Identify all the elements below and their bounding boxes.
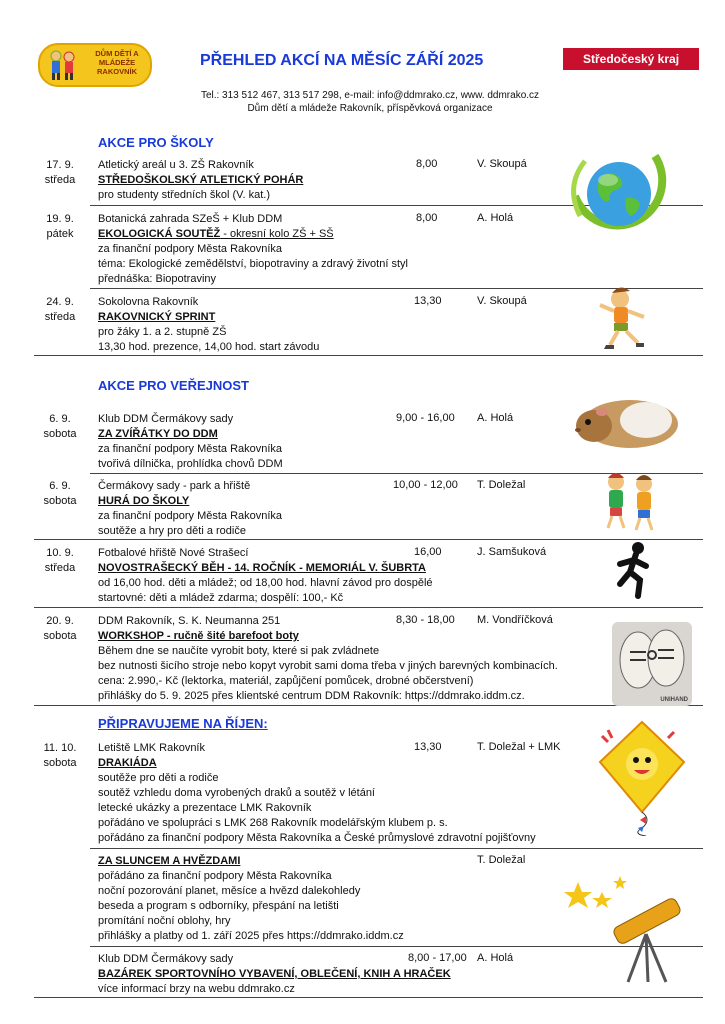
kite-icon bbox=[592, 716, 692, 836]
event-date: 20. 9. sobota bbox=[43, 615, 77, 642]
event-place: Fotbalové hřiště Nové Strašecí bbox=[98, 547, 249, 559]
event-time: 10,00 - 12,00 bbox=[393, 479, 458, 491]
telescope-icon bbox=[562, 862, 692, 990]
event-place: Klub DDM Čermákovy sady bbox=[98, 953, 234, 965]
event-organizer: A. Holá bbox=[477, 412, 514, 424]
runner-silhouette-icon bbox=[604, 540, 658, 604]
contact-line-2: Dům dětí a mládeže Rakovník, příspěvková organizace bbox=[247, 103, 493, 114]
event-time: 8,30 - 18,00 bbox=[396, 614, 455, 626]
event-date: 11. 10. sobota bbox=[43, 742, 77, 769]
event-organizer: J. Samšuková bbox=[477, 546, 547, 558]
event-organizer: A. Holá bbox=[477, 952, 514, 964]
event-organizer: T. Doležal bbox=[477, 479, 526, 491]
event-organizer: V. Skoupá bbox=[477, 295, 527, 307]
section-heading-public: AKCE PRO VEŘEJNOST bbox=[98, 378, 249, 393]
event-name: STŘEDOŠKOLSKÝ ATLETICKÝ POHÁR bbox=[98, 174, 304, 186]
event-name: ZA ZVÍŘÁTKY DO DDM bbox=[98, 428, 218, 440]
page-title: PŘEHLED AKCÍ NA MĚSÍC ZÁŘÍ 2025 bbox=[200, 52, 484, 69]
event-place: Atletický areál u 3. ZŠ Rakovník bbox=[98, 159, 254, 171]
event-organizer: T. Doležal + LMK bbox=[477, 741, 561, 753]
ddm-logo bbox=[38, 43, 152, 87]
contact-line-1: Tel.: 313 512 467, 313 517 298, e-mail: info@ddmrako.cz, www. ddmrako.cz bbox=[200, 90, 540, 101]
event-place: Klub DDM Čermákovy sady bbox=[98, 413, 234, 425]
event-time: 13,30 bbox=[414, 295, 442, 307]
event-name: HURÁ DO ŠKOLY bbox=[98, 495, 190, 507]
section-heading-schools: AKCE PRO ŠKOLY bbox=[98, 135, 214, 150]
event-details: ZA SLUNCEM A HVĚZDAMI pořádáno za finanční podpory Města Rakovníka noční pozorování planet, měsíce a hvězd dalekohledy beseda a program s odborníky, přespání na letišti promítání noční oblohy, hry přihlášky a platby od 1. září 2025 přes https://ddmrako.iddm.cz bbox=[98, 855, 404, 942]
event-details: DDM Rakovník, S. K. Neumanna 251 WORKSHOP - ručně šité barefoot boty Během dne se naučíte vyrobit boty, které si pak zvládnete bez nutnosti šicího stroje nebo kopyt vyrobit sami doma třeba v jiných barevných kombinacích. cena: 2.990,- Kč (lektorka, materiál, zapůjčení pomůcek, drobné občerstvení) přihlášky do 5. 9. 2025 přes klientské centrum DDM Rakovník: https://ddmrako.iddm.cz. bbox=[98, 615, 558, 702]
divider bbox=[34, 607, 703, 608]
event-place: Letiště LMK Rakovník bbox=[98, 742, 205, 754]
region-logo: Středočeský kraj bbox=[563, 48, 699, 70]
event-date: 6. 9. sobota bbox=[43, 413, 77, 440]
event-details: Sokolovna Rakovník RAKOVNICKÝ SPRINT pro žáky 1. a 2. stupně ZŠ 13,30 hod. prezence, 14,00 hod. start závodu bbox=[98, 296, 320, 353]
event-details: Letiště LMK Rakovník DRAKIÁDA soutěže pro děti a rodiče soutěž vzhledu doma vyrobených draků a soutěž v létání letecké ukázky a prezentace LMK Rakovník pořádáno ve spolupráci s LMK 268 Rakovník modelářským klubem p. s. pořádáno za finanční podpory Města Rakovníka a České průmyslové zdravotní pojišťovny bbox=[98, 742, 536, 844]
event-name: BAZÁREK SPORTOVNÍHO VYBAVENÍ, OBLEČENÍ, KNIH A HRAČEK bbox=[98, 968, 451, 980]
event-organizer: A. Holá bbox=[477, 212, 514, 224]
running-boy-icon bbox=[592, 285, 656, 351]
event-name: DRAKIÁDA bbox=[98, 757, 157, 769]
event-details: Klub DDM Čermákovy sady ZA ZVÍŘÁTKY DO DDM za finanční podpory Města Rakovníka tvořivá dílnička, prohlídka chovů DDM bbox=[98, 413, 283, 470]
event-name: WORKSHOP - ručně šité barefoot boty bbox=[98, 630, 299, 642]
event-date: 24. 9. středa bbox=[44, 296, 76, 323]
event-time: 8,00 - 17,00 bbox=[408, 952, 467, 964]
event-organizer: M. Vondříčková bbox=[477, 614, 553, 626]
divider bbox=[34, 355, 703, 356]
children-logo-icon bbox=[46, 49, 80, 81]
event-details: Fotbalové hřiště Nové Strašecí NOVOSTRAŠECKÝ BĚH - 14. ROČNÍK - MEMORIÁL V. ŠUBRTA od 16,00 hod. děti a mládež; od 18,00 hod. hlavní závod pro dospělé startovné: děti a mládež zdarma; dospělí: 100,- Kč bbox=[98, 547, 433, 604]
event-date: 17. 9. středa bbox=[44, 159, 76, 186]
event-time: 9,00 - 16,00 bbox=[396, 412, 455, 424]
event-place: DDM Rakovník, S. K. Neumanna 251 bbox=[98, 615, 281, 627]
event-name: EKOLOGICKÁ SOUTĚŽ bbox=[98, 228, 221, 240]
event-name: RAKOVNICKÝ SPRINT bbox=[98, 311, 216, 323]
event-organizer: V. Skoupá bbox=[477, 158, 527, 170]
divider bbox=[90, 848, 703, 849]
globe-icon bbox=[560, 136, 678, 248]
event-place: Čermákovy sady - park a hřiště bbox=[98, 480, 251, 492]
school-kids-icon bbox=[596, 470, 666, 534]
event-details: Čermákovy sady - park a hřiště HURÁ DO ŠKOLY za finanční podpory Města Rakovníka soutěže a hry pro děti a rodiče bbox=[98, 480, 283, 537]
event-details: Botanická zahrada SZeŠ + Klub DDM EKOLOGICKÁ SOUTĚŽ - okresní kolo ZŠ + SŠ za finanční podpory Města Rakovníka téma: Ekologické zemědělství, biopotraviny a zdravý životní styl přednáška: Biopotraviny bbox=[98, 213, 408, 285]
event-date: 10. 9. středa bbox=[44, 547, 76, 574]
event-time: 8,00 bbox=[416, 212, 438, 224]
event-time: 13,30 bbox=[414, 741, 442, 753]
event-time: 8,00 bbox=[416, 158, 438, 170]
event-time: 16,00 bbox=[414, 546, 442, 558]
image-label: UNIHAND bbox=[660, 697, 688, 703]
event-name: ZA SLUNCEM A HVĚZDAMI bbox=[98, 855, 241, 867]
event-date: 19. 9. pátek bbox=[46, 213, 74, 240]
section-heading-october: PŘIPRAVUJEME NA ŘÍJEN: bbox=[98, 716, 268, 731]
guinea-pig-icon bbox=[568, 386, 686, 454]
event-date: 6. 9. sobota bbox=[43, 480, 77, 507]
divider bbox=[34, 997, 703, 998]
contact-info bbox=[160, 89, 580, 115]
event-place: Sokolovna Rakovník bbox=[98, 296, 199, 308]
logo-text: DŮM DĚTÍ A MLÁDEŽE RAKOVNÍK bbox=[95, 49, 139, 76]
event-place: Botanická zahrada SZeŠ + Klub DDM bbox=[98, 213, 283, 225]
event-organizer: T. Doležal bbox=[477, 854, 526, 866]
event-details: Atletický areál u 3. ZŠ Rakovník STŘEDOŠKOLSKÝ ATLETICKÝ POHÁR pro studenty středních škol (V. kat.) bbox=[98, 159, 304, 201]
event-name: NOVOSTRAŠECKÝ BĚH - 14. ROČNÍK - MEMORIÁL V. ŠUBRTA bbox=[98, 562, 426, 574]
event-details: Klub DDM Čermákovy sady BAZÁREK SPORTOVNÍHO VYBAVENÍ, OBLEČENÍ, KNIH A HRAČEK více informací brzy na webu ddmrako.cz bbox=[98, 953, 451, 995]
divider bbox=[34, 705, 703, 706]
barefoot-shoes-image bbox=[612, 622, 692, 706]
shoe-icon bbox=[612, 622, 692, 694]
divider bbox=[34, 539, 703, 540]
